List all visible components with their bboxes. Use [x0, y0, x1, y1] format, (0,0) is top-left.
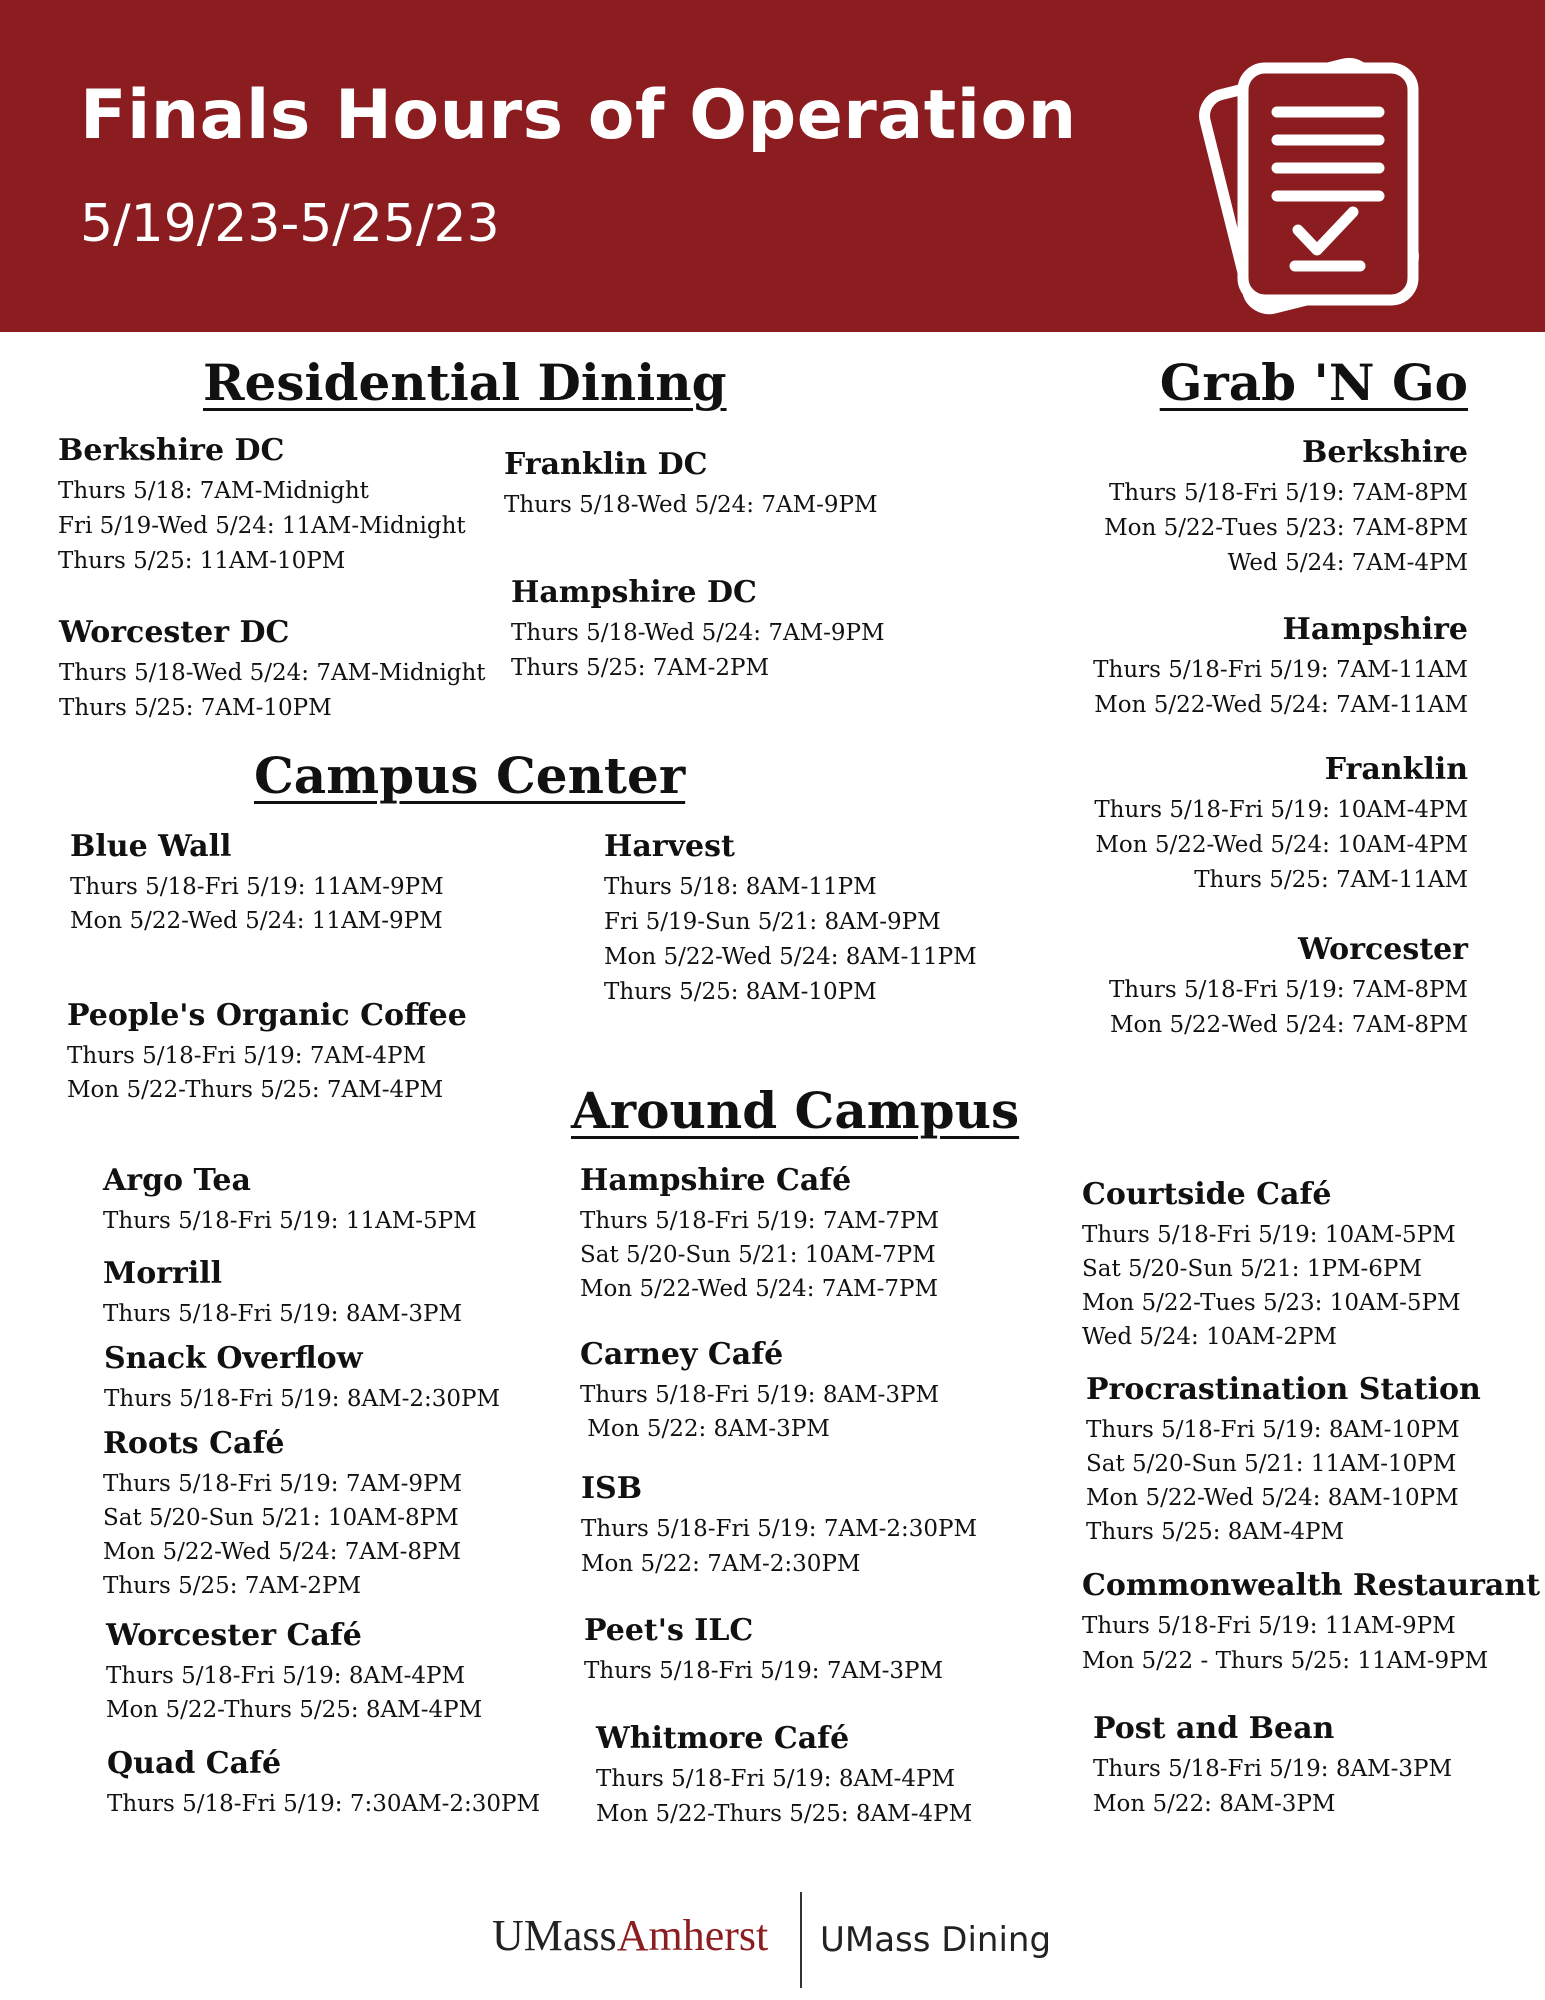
peets-ilc: [584, 1612, 943, 1689]
logo-umass: UMass: [492, 1911, 617, 1960]
roots-cafe: [103, 1425, 462, 1603]
quad-cafe: [107, 1745, 540, 1822]
post-and-bean: [1093, 1710, 1452, 1822]
location-name: Harvest: [604, 829, 735, 864]
location-name: Snack Overflow: [104, 1341, 363, 1376]
hours-line: Thurs 5/18-Wed 5/24: 7AM-Midnight: [59, 660, 486, 686]
peoples-organic-coffee: [67, 997, 467, 1107]
hours-line: Mon 5/22-Wed 5/24: 7AM-8PM: [103, 1539, 462, 1565]
hours-line: Thurs 5/18-Wed 5/24: 7AM-9PM: [504, 492, 878, 518]
around-campus-heading: Around Campus: [571, 1081, 1020, 1140]
hours-line: Thurs 5/18-Fri 5/19: 7AM-8PM: [1108, 480, 1468, 506]
grab-berkshire: [1104, 434, 1468, 581]
page-title: Finals Hours of Operation: [80, 76, 1077, 155]
hours-line: Mon 5/22-Thurs 5/25: 8AM-4PM: [596, 1801, 973, 1827]
location-name: Argo Tea: [103, 1163, 251, 1198]
document-checklist-icon: [1195, 40, 1455, 315]
location-name: Carney Café: [580, 1337, 784, 1372]
hours-line: Sat 5/20-Sun 5/21: 10AM-8PM: [103, 1505, 459, 1531]
morrill: [103, 1255, 462, 1332]
hours-line: Thurs 5/18: 8AM-11PM: [604, 874, 877, 900]
hours-line: Thurs 5/18-Fri 5/19: 11AM-9PM: [1082, 1613, 1456, 1639]
hours-line: Thurs 5/18-Fri 5/19: 7AM-2:30PM: [581, 1516, 978, 1542]
courtside-cafe: [1082, 1176, 1461, 1354]
umass-amherst-logo: [492, 1910, 768, 1961]
hours-line: Thurs 5/25: 7AM-10PM: [59, 695, 332, 721]
location-name: Blue Wall: [70, 829, 232, 864]
hours-line: Thurs 5/18-Fri 5/19: 7:30AM-2:30PM: [107, 1791, 541, 1817]
hours-line: Mon 5/22-Wed 5/24: 7AM-11AM: [1094, 692, 1468, 718]
location-name: Commonwealth Restaurant: [1082, 1568, 1540, 1603]
location-name: Courtside Café: [1082, 1177, 1332, 1212]
date-range: 5/19/23-5/25/23: [80, 194, 500, 254]
hours-line: Thurs 5/25: 8AM-4PM: [1086, 1519, 1345, 1545]
hours-line: Thurs 5/18-Fri 5/19: 8AM-10PM: [1086, 1417, 1460, 1443]
franklin-dc: [504, 446, 878, 523]
hampshire-cafe: [580, 1162, 939, 1306]
hours-line: Thurs 5/18-Fri 5/19: 8AM-3PM: [1093, 1756, 1453, 1782]
location-name: Berkshire DC: [58, 433, 285, 468]
residential-dining-heading: Residential Dining: [203, 353, 727, 412]
hours-line: Thurs 5/18-Fri 5/19: 7AM-3PM: [584, 1658, 944, 1684]
hours-line: Thurs 5/18-Fri 5/19: 11AM-5PM: [103, 1208, 477, 1234]
location-name: Roots Café: [103, 1426, 285, 1461]
hours-line: Thurs 5/18-Wed 5/24: 7AM-9PM: [511, 620, 885, 646]
hours-line: Thurs 5/18-Fri 5/19: 7AM-8PM: [1108, 977, 1468, 1003]
hours-line: Sat 5/20-Sun 5/21: 1PM-6PM: [1082, 1256, 1422, 1282]
blue-wall: [70, 828, 444, 938]
hours-line: Mon 5/22-Wed 5/24: 7AM-8PM: [1109, 1012, 1468, 1038]
grab-franklin: [1094, 751, 1468, 898]
hours-line: Mon 5/22-Wed 5/24: 7AM-7PM: [580, 1276, 939, 1302]
grab-hampshire: [1093, 611, 1468, 723]
location-name: Hampshire DC: [511, 575, 757, 610]
location-name: Hampshire Café: [580, 1163, 852, 1198]
berkshire-dc: [58, 432, 466, 579]
hours-line: Fri 5/19-Wed 5/24: 11AM-Midnight: [58, 513, 466, 539]
location-name: Procrastination Station: [1086, 1372, 1481, 1407]
umass-dining-label: UMass Dining: [820, 1920, 1052, 1960]
hours-line: Thurs 5/18-Fri 5/19: 7AM-9PM: [103, 1471, 463, 1497]
hours-line: Thurs 5/25: 8AM-10PM: [604, 979, 877, 1005]
location-name: Worcester: [1297, 932, 1468, 967]
grab-worcester: [1109, 931, 1468, 1043]
hours-line: Thurs 5/18-Fri 5/19: 8AM-3PM: [103, 1301, 463, 1327]
location-name: Berkshire: [1301, 435, 1468, 470]
hours-line: Thurs 5/18-Fri 5/19: 8AM-4PM: [596, 1766, 956, 1792]
procrastination-station: [1086, 1371, 1481, 1549]
location-name: Worcester Café: [106, 1618, 362, 1653]
footer-divider: [800, 1892, 802, 1988]
carney-cafe: [580, 1336, 939, 1446]
location-name: Franklin DC: [504, 447, 708, 482]
hours-line: Sat 5/20-Sun 5/21: 11AM-10PM: [1086, 1451, 1457, 1477]
hampshire-dc: [511, 574, 885, 686]
hours-line: Thurs 5/18-Fri 5/19: 7AM-7PM: [580, 1208, 940, 1234]
hours-line: Mon 5/22: 7AM-2:30PM: [581, 1551, 861, 1577]
location-name: People's Organic Coffee: [67, 998, 467, 1033]
hours-line: Thurs 5/18-Fri 5/19: 10AM-4PM: [1094, 797, 1468, 823]
hours-line: Thurs 5/18-Fri 5/19: 10AM-5PM: [1082, 1222, 1456, 1248]
grab-n-go-heading: Grab 'N Go: [1159, 353, 1468, 412]
harvest: [604, 828, 977, 1010]
hours-line: Fri 5/19-Sun 5/21: 8AM-9PM: [604, 909, 941, 935]
hours-line: Mon 5/22-Tues 5/23: 10AM-5PM: [1082, 1290, 1461, 1316]
hours-line: Mon 5/22-Wed 5/24: 10AM-4PM: [1095, 832, 1468, 858]
location-name: ISB: [581, 1471, 643, 1506]
hours-line: Wed 5/24: 10AM-2PM: [1082, 1324, 1337, 1350]
hours-line: Mon 5/22: 8AM-3PM: [1093, 1791, 1336, 1817]
location-name: Quad Café: [107, 1746, 282, 1781]
worcester-cafe: [106, 1617, 482, 1727]
hours-line: Mon 5/22-Tues 5/23: 7AM-8PM: [1104, 515, 1468, 541]
hours-line: Thurs 5/18-Fri 5/19: 8AM-3PM: [580, 1382, 940, 1408]
location-name: Whitmore Café: [596, 1721, 850, 1756]
hours-line: Wed 5/24: 7AM-4PM: [1227, 550, 1468, 576]
hours-line: Thurs 5/18-Fri 5/19: 11AM-9PM: [70, 874, 444, 900]
logo-amherst: Amherst: [616, 1911, 769, 1960]
hours-line: Mon 5/22-Wed 5/24: 8AM-10PM: [1086, 1485, 1459, 1511]
hours-line: Thurs 5/25: 7AM-2PM: [103, 1573, 362, 1599]
argo-tea: [103, 1162, 477, 1239]
hours-line: Thurs 5/18-Fri 5/19: 7AM-11AM: [1093, 657, 1468, 683]
hours-line: Thurs 5/18-Fri 5/19: 8AM-4PM: [106, 1663, 466, 1689]
hours-line: Thurs 5/25: 7AM-11AM: [1194, 867, 1468, 893]
location-name: Franklin: [1324, 752, 1468, 787]
hours-line: Mon 5/22-Thurs 5/25: 7AM-4PM: [67, 1077, 444, 1103]
isb: [581, 1470, 977, 1582]
hours-line: Mon 5/22: 8AM-3PM: [580, 1416, 830, 1442]
location-name: Morrill: [103, 1256, 223, 1291]
hours-line: Mon 5/22-Wed 5/24: 11AM-9PM: [70, 908, 443, 934]
location-name: Hampshire: [1282, 612, 1468, 647]
location-name: Peet's ILC: [584, 1613, 754, 1648]
location-name: Worcester DC: [59, 615, 290, 650]
campus-center-heading: Campus Center: [254, 746, 686, 805]
hours-line: Mon 5/22 - Thurs 5/25: 11AM-9PM: [1082, 1648, 1489, 1674]
hours-line: Mon 5/22-Thurs 5/25: 8AM-4PM: [106, 1697, 483, 1723]
hours-line: Mon 5/22-Wed 5/24: 8AM-11PM: [604, 944, 977, 970]
hours-line: Sat 5/20-Sun 5/21: 10AM-7PM: [580, 1242, 936, 1268]
whitmore-cafe: [596, 1720, 972, 1832]
worcester-dc: [59, 614, 486, 726]
location-name: Post and Bean: [1093, 1711, 1335, 1746]
hours-line: Thurs 5/18: 7AM-Midnight: [58, 478, 369, 504]
hours-line: Thurs 5/25: 11AM-10PM: [58, 548, 346, 574]
hours-line: Thurs 5/25: 7AM-2PM: [511, 655, 770, 681]
snack-overflow: [104, 1340, 500, 1417]
header-banner: [0, 0, 1545, 332]
commonwealth-restaurant: [1082, 1567, 1540, 1679]
hours-line: Thurs 5/18-Fri 5/19: 8AM-2:30PM: [104, 1386, 501, 1412]
hours-line: Thurs 5/18-Fri 5/19: 7AM-4PM: [67, 1043, 427, 1069]
